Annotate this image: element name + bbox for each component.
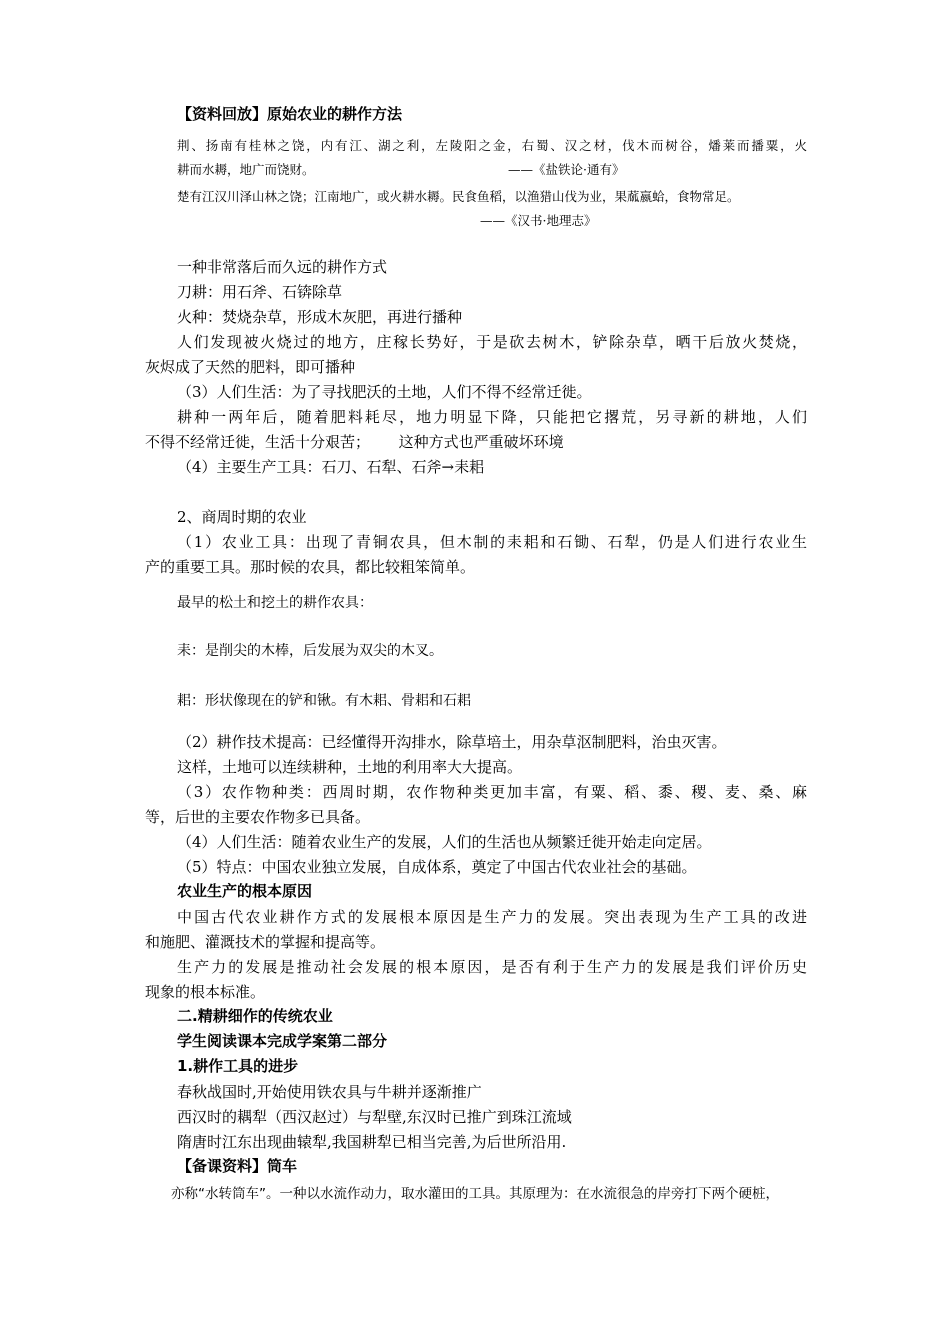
- quote-1-source: ——《盐铁论·通有》: [508, 162, 625, 177]
- farm-tool-lei: 耒：是削尖的木棒，后发展为双尖的木叉。: [177, 643, 443, 659]
- paragraph: （3）人们生活：为了寻找肥沃的土地，人们不得不经常迁徙。: [177, 383, 592, 401]
- heading-prep-material: 【备课资料】筒车: [177, 1157, 298, 1175]
- paragraph: 亦称“水转筒车”。一种以水流作动力，取水灌田的工具。其原理为：在水流很急的岸旁打下两个硬桩，: [171, 1186, 779, 1202]
- paragraph-line: 产的重要工具。那时候的农具，都比较粗笨简单。: [145, 558, 476, 576]
- paragraph-line: （3）农作物种类：西周时期，农作物种类更加丰富，有粟、稻、黍、稷、麦、桑、麻: [177, 783, 807, 801]
- paragraph-line: 中国古代农业耕作方式的发展根本原因是生产力的发展。突出表现为生产工具的改进: [177, 908, 807, 926]
- paragraph: 隋唐时江东出现曲辕犁,我国耕犁已相当完善,为后世所沿用.: [177, 1133, 567, 1151]
- farm-tool-si: 耜：形状像现在的铲和锹。有木耜、骨耜和石耜: [177, 693, 471, 709]
- heading-intensive-farming: 二.精耕细作的传统农业: [177, 1007, 333, 1025]
- quote-2-line-1: 楚有江汉川泽山林之饶；江南地广，或火耕水耨。民食鱼稻，以渔猎山伐为业，果蓏嬴蛤，食物常足。: [177, 189, 740, 204]
- paragraph-line: 生产力的发展是推动社会发展的根本原因，是否有利于生产力的发展是我们评价历史: [177, 958, 807, 976]
- heading-tool-progress: 1.耕作工具的进步: [177, 1057, 299, 1075]
- paragraph-line: 灰烬成了天然的肥料，即可播种: [145, 358, 356, 376]
- paragraph: 一种非常落后而久远的耕作方式: [177, 258, 388, 276]
- paragraph: 西汉时的耦犁（西汉赵过）与犁壁,东汉时已推广到珠江流域: [177, 1108, 572, 1126]
- paragraph: 春秋战国时,开始使用铁农具与牛耕并逐渐推广: [177, 1083, 482, 1101]
- quote-2-source: ——《汉书·地理志》: [480, 213, 597, 228]
- paragraph-line: 人们发现被火烧过的地方，庄稼长势好，于是砍去树木，铲除杂草，晒干后放火焚烧，: [177, 333, 807, 351]
- paragraph-line: 和施肥、灌溉技术的掌握和提高等。: [145, 933, 386, 951]
- paragraph-line: 不得不经常迁徙，生活十分艰苦； 这种方式也严重破坏环境: [145, 433, 564, 451]
- paragraph-line: 现象的根本标准。: [145, 983, 266, 1001]
- paragraph: （5）特点：中国农业独立发展，自成体系，奠定了中国古代农业社会的基础。: [177, 858, 697, 876]
- paragraph: 刀耕：用石斧、石锛除草: [177, 283, 343, 301]
- paragraph-line: 等，后世的主要农作物多已具备。: [145, 808, 371, 826]
- paragraph: （4）人们生活：随着农业生产的发展，人们的生活也从频繁迁徙开始走向定居。: [177, 833, 712, 851]
- paragraph-line: （1）农业工具：出现了青铜农具，但木制的耒耜和石锄、石犁，仍是人们进行农业生: [177, 533, 807, 551]
- heading-root-cause: 农业生产的根本原因: [177, 882, 313, 900]
- section-title-shang-zhou: 2、商周时期的农业: [177, 508, 307, 526]
- quote-1-line-1: 荆、扬南有桂林之饶，内有江、湖之利，左陵阳之金，右蜀、汉之材，伐木而树谷，燔莱而播粟，火: [177, 138, 807, 153]
- paragraph: 这样，土地可以连续耕种，土地的利用率大大提高。: [177, 758, 523, 776]
- section-title-resource-review: 【资料回放】原始农业的耕作方法: [177, 105, 403, 123]
- paragraph: （4）主要生产工具：石刀、石犁、石斧→耒耜: [177, 458, 485, 476]
- paragraph: 火种：焚烧杂草，形成木灰肥，再进行播种: [177, 308, 463, 326]
- farm-tool-heading: 最早的松土和挖土的耕作农具：: [177, 595, 373, 611]
- paragraph: （2）耕作技术提高：已经懂得开沟排水，除草培土，用杂草沤制肥料，治虫灭害。: [177, 733, 727, 751]
- paragraph-line: 耕种一两年后，随着肥料耗尽，地力明显下降，只能把它撂荒，另寻新的耕地，人们: [177, 408, 807, 426]
- quote-1-line-2: 耕而水耨，地广而饶财。: [177, 162, 315, 177]
- heading-student-reading: 学生阅读课本完成学案第二部分: [177, 1032, 388, 1050]
